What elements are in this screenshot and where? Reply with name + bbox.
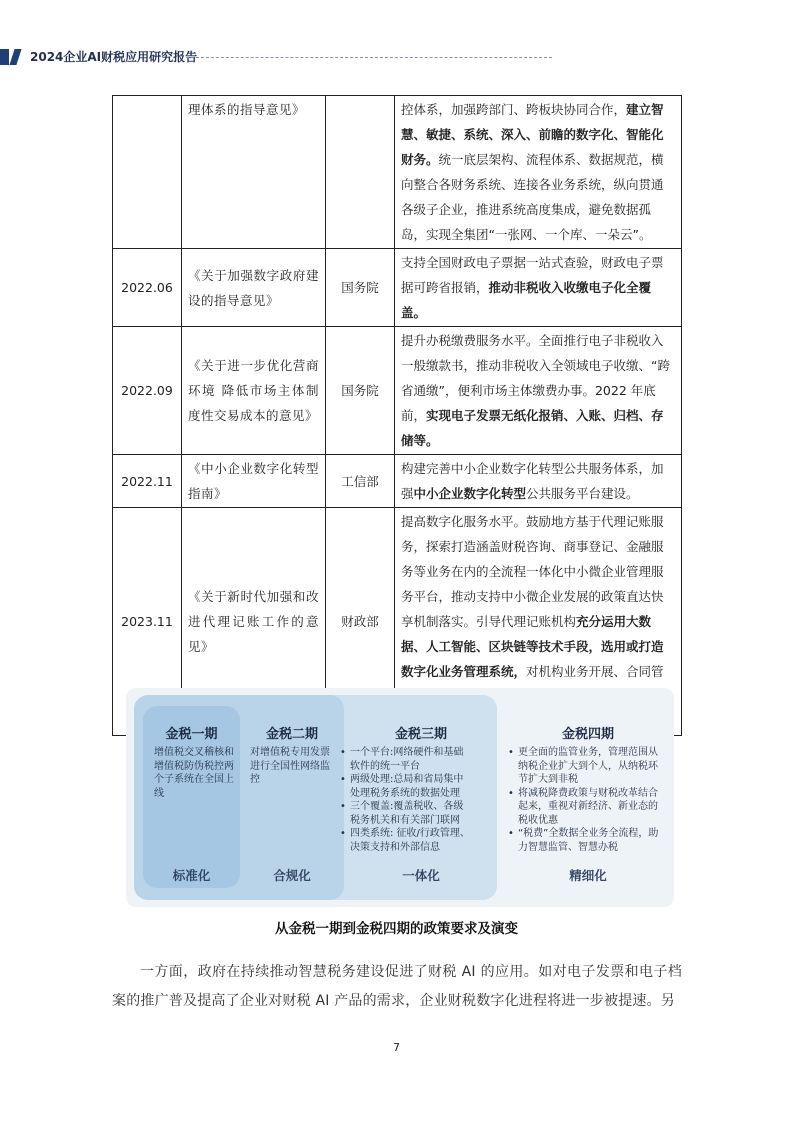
description-cell [395,327,682,455]
description-text: 提高数字化服务水平。鼓励地方基于代理记账服务，探索打造涵盖财税咨询、商事登记、金融服务等业务在内的全流程一体化中小微企业管理服务平台，推动支持中小微企业发展的政策直达快享机制落实。引导代理记账机构 [401,514,664,629]
description-text: 提升办税缴费服务水平。全面推行电子非税收入一般缴款书，推动非税收入全领域电子收缴、“跨省通缴”，便利市场主体缴费办事。2022 年底前， [401,333,670,423]
phase-footer: 合规化 [273,868,311,883]
header-accent-bar [0,49,9,65]
date-cell [113,96,182,249]
department-cell: 工信部 [326,455,395,508]
table-row [113,249,682,327]
header-dashed-rule [186,57,552,58]
phase-title: 金税三期 [394,727,447,742]
description-highlight: 建立智慧、敏捷、系统、深入、前瞻的数字化、智能化财务。 [401,102,664,167]
phase-bullets [508,746,664,854]
description-text: 统一底层架构、流程体系、数据规范，横向整合各财务系统、连接各业务系统，纵向贯通各级子企业，推进系统高度集成，避免数据孤岛，实现全集团“一张网、一个库、一朵云”。 [401,152,664,242]
description-text: 支持全国财政电子票据一站式查验，财政电子票据可跨省报销， [401,255,664,295]
phase-description: 增值税交叉稽核和增值税防伪税控两个子系统在全国上线 [154,747,234,799]
description-cell [395,249,682,327]
page-number: 7 [393,1041,400,1054]
body-paragraph: 一方面，政府在持续推动智慧税务建设促进了财税 AI 的应用。如对电子发票和电子档案的推广普及提高了企业对财税 AI 产品的需求，企业财税数字化进程将进一步被提速。另 [112,964,682,1009]
phase-2-column [242,688,342,907]
header-accent-slash [9,49,21,65]
description-text: 对机构业务开展、合同管 [526,664,664,679]
list-item: • 两级处理:总局和省局集中处理税务系统的数据处理 [340,773,470,800]
table-row [113,327,682,455]
list-item: • 将减税降费政策与财税改革结合起来，重视对新经济、新业态的税收优惠 [508,787,664,828]
phase-footer: 一体化 [402,868,440,883]
golden-tax-phases-diagram [126,688,674,907]
table-row [113,455,682,508]
description-text: 公共服务平台建设。 [526,486,639,501]
description-highlight: 推动非税收入收缴电子化全覆盖。 [401,280,652,320]
phase-4-column [508,688,668,907]
document-cell: 《关于进一步优化营商环境 降低市场主体制度性交易成本的意见》 [182,327,326,455]
phase-title: 金税二期 [265,727,318,742]
department-cell: 国务院 [326,249,395,327]
date-cell: 2022.11 [113,455,182,508]
date-cell: 2022.06 [113,249,182,327]
table-row [113,96,682,249]
description-cell [395,96,682,249]
date-cell: 2023.11 [113,508,182,736]
document-cell: 《关于新时代加强和改进代理记账工作的意见》 [182,508,326,736]
description-text: 构建完善中小企业数字化转型公共服务体系，加强 [401,461,664,501]
document-cell: 理体系的指导意见》 [182,96,326,249]
list-item: • 更全面的监管业务，管理范围从纳税企业扩大到个人，从纳税环节扩大到非税 [508,746,664,787]
description-highlight: 实现电子发票无纸化报销、入账、归档、存储等。 [401,408,664,448]
phase-3-column [346,688,496,907]
phase-description: 对增值税专用发票进行全国性网络监控 [250,747,330,785]
page-header [0,46,793,68]
description-text: 控体系，加强跨部门、跨板块协同合作， [401,102,627,117]
department-cell: 国务院 [326,327,395,455]
description-highlight: 中小企业数字化转型 [413,486,527,501]
list-item: • 四类系统: 征收/行政管理、决策支持和外部信息 [340,827,470,854]
phase-1-column [143,688,240,907]
phase-title: 金税四期 [561,727,614,742]
document-cell: 《关于加强数字政府建设的指导意见》 [182,249,326,327]
document-cell: 《中小企业数字化转型指南》 [182,455,326,508]
figure-caption: 从金税一期到金税四期的政策要求及演变 [275,921,518,937]
policy-table [112,95,682,736]
list-item: • 一个平台:网络硬件和基础软件的统一平台 [340,746,470,773]
description-cell [395,455,682,508]
list-item: • “税费”全数据全业务全流程，助力智慧监管、智慧办税 [508,827,664,854]
phase-title: 金税一期 [165,727,218,742]
phase-footer: 标准化 [172,868,211,883]
phase-footer: 精细化 [569,868,607,883]
department-cell: 财政部 [326,508,395,736]
date-cell: 2022.09 [113,327,182,455]
list-item: • 三个覆盖:覆盖税收、各级税务机关和有关部门联网 [340,800,470,827]
report-title: 2024企业AI财税应用研究报告 [30,50,198,64]
description-highlight: 充分运用大数据、人工智能、区块链等技术手段，选用或打造数字化业务管理系统， [401,614,664,679]
phase-bullets [340,746,470,854]
department-cell [326,96,395,249]
